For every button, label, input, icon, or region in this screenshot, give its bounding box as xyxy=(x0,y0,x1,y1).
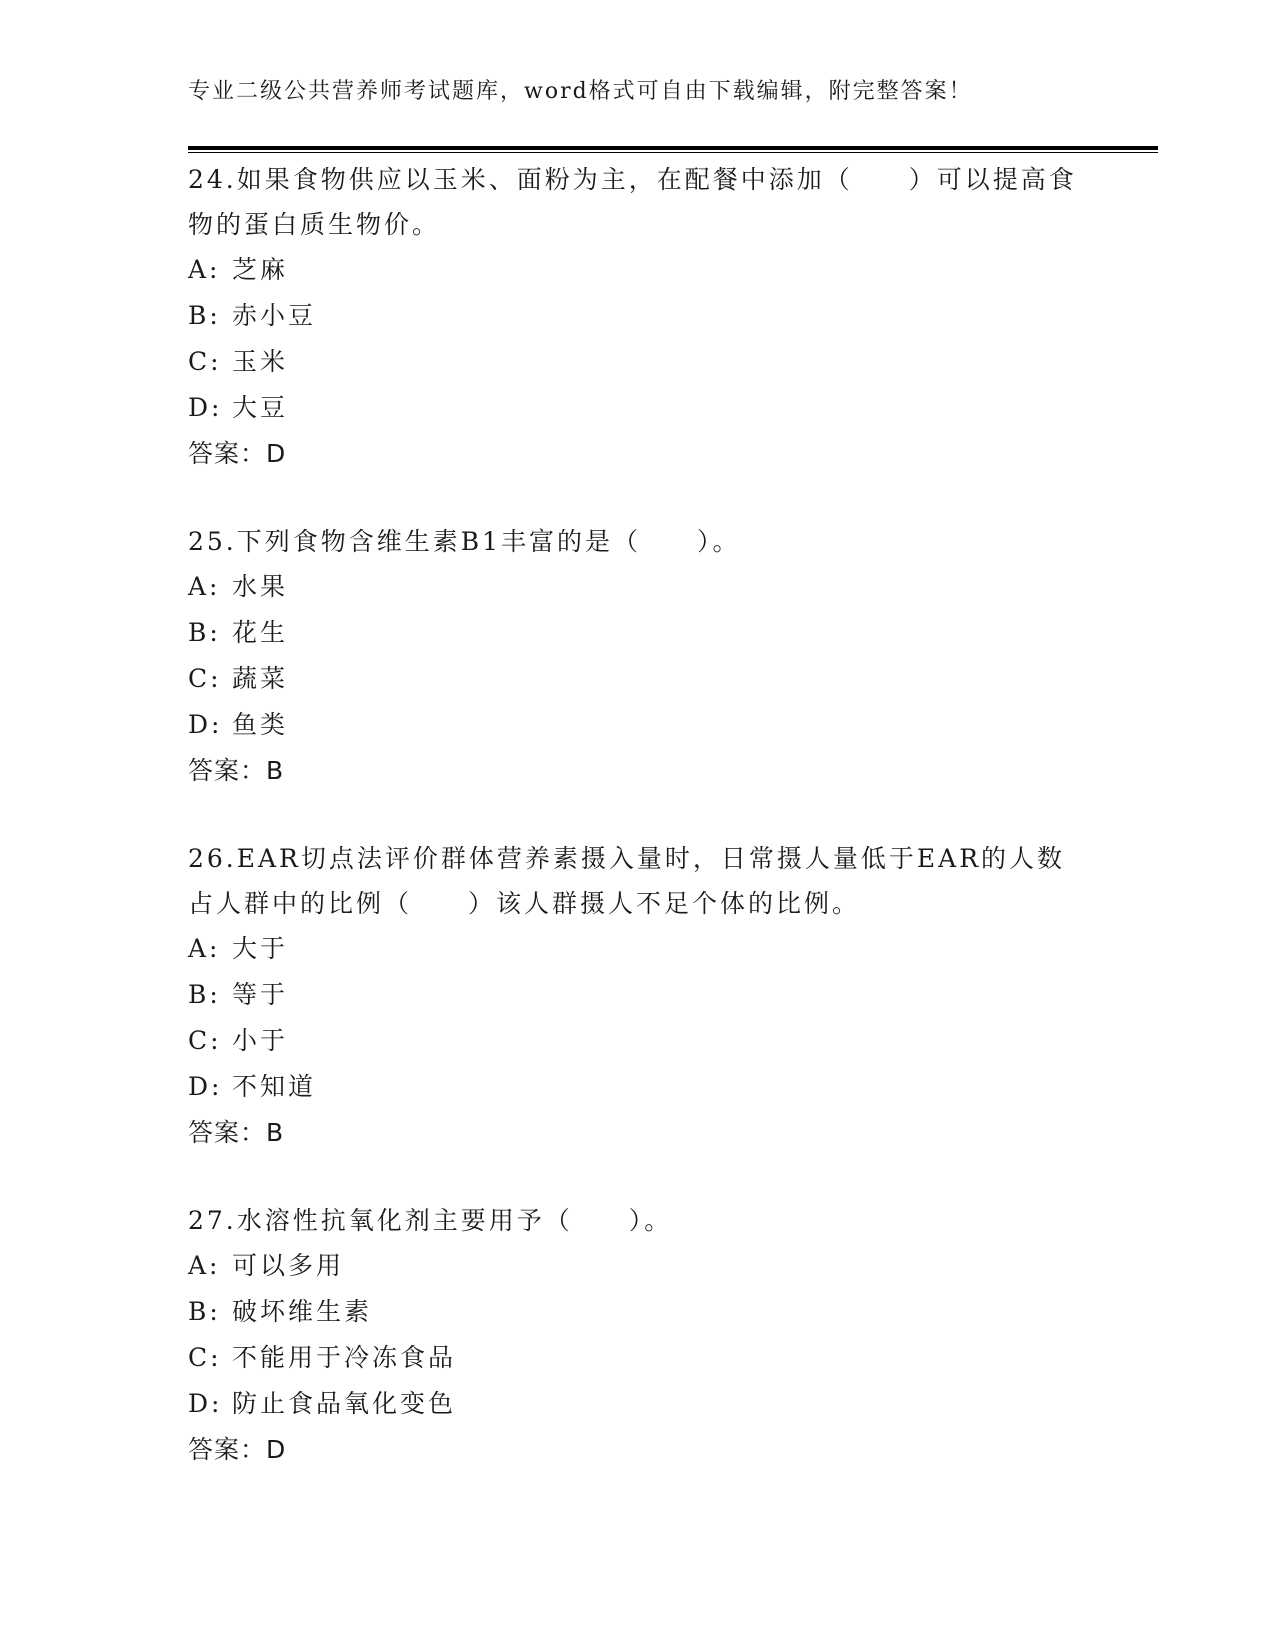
option-letter: A: xyxy=(188,934,221,963)
option-letter: C: xyxy=(188,1343,222,1372)
option-b xyxy=(188,610,1148,656)
question-stem: 26.EAR切点法评价群体营养素摄入量时，日常摄人量低于EAR的人数占人群中的比例（ ）该人群摄人不足个体的比例。 xyxy=(188,844,1066,918)
option-c xyxy=(188,339,1148,385)
option-letter: B: xyxy=(188,618,221,647)
option-letter: D: xyxy=(188,1072,223,1101)
answer-line: 答案：B xyxy=(188,756,285,785)
option-d xyxy=(188,385,1148,431)
option-text: 等于 xyxy=(232,980,289,1009)
option-text: 玉米 xyxy=(232,347,289,376)
option-a xyxy=(188,1243,1148,1289)
page-header: 专业二级公共营养师考试题库，word格式可自由下载编辑，附完整答案！ xyxy=(188,79,973,104)
option-text: 不知道 xyxy=(232,1072,317,1101)
option-letter: D: xyxy=(188,393,223,422)
option-d xyxy=(188,1381,1148,1427)
option-b xyxy=(188,1289,1148,1335)
option-b xyxy=(188,972,1148,1018)
option-letter: D: xyxy=(188,710,223,739)
option-d xyxy=(188,702,1148,748)
option-c xyxy=(188,656,1148,702)
question-list xyxy=(188,157,1148,1515)
answer-line: 答案：D xyxy=(188,1435,287,1464)
option-a xyxy=(188,247,1148,293)
question-24 xyxy=(188,157,1148,477)
question-stem: 27.水溶性抗氧化剂主要用予（ ）。 xyxy=(188,1206,673,1235)
question-26 xyxy=(188,836,1148,1156)
option-text: 水果 xyxy=(232,572,289,601)
option-a xyxy=(188,564,1148,610)
option-text: 破坏维生素 xyxy=(232,1297,373,1326)
option-letter: A: xyxy=(188,1251,221,1280)
option-a xyxy=(188,926,1148,972)
option-letter: B: xyxy=(188,301,221,330)
option-letter: B: xyxy=(188,980,221,1009)
option-letter: B: xyxy=(188,1297,221,1326)
option-c xyxy=(188,1335,1148,1381)
header-rule-thick xyxy=(188,146,1158,150)
option-letter: C: xyxy=(188,347,222,376)
option-text: 芝麻 xyxy=(232,255,289,284)
option-letter: A: xyxy=(188,255,221,284)
option-c xyxy=(188,1018,1148,1064)
answer-line: 答案：D xyxy=(188,439,287,468)
option-letter: D: xyxy=(188,1389,223,1418)
option-text: 可以多用 xyxy=(232,1251,345,1280)
option-text: 大豆 xyxy=(232,393,289,422)
option-text: 防止食品氧化变色 xyxy=(232,1389,457,1418)
option-letter: A: xyxy=(188,572,221,601)
question-stem: 25.下列食物含维生素B1丰富的是（ ）。 xyxy=(188,527,741,556)
option-b xyxy=(188,293,1148,339)
option-letter: C: xyxy=(188,1026,222,1055)
answer-line: 答案：B xyxy=(188,1118,285,1147)
option-text: 蔬菜 xyxy=(232,664,289,693)
option-text: 小于 xyxy=(232,1026,289,1055)
option-text: 赤小豆 xyxy=(232,301,317,330)
option-d xyxy=(188,1064,1148,1110)
option-text: 花生 xyxy=(232,618,289,647)
question-27 xyxy=(188,1198,1148,1473)
option-text: 大于 xyxy=(232,934,289,963)
option-text: 鱼类 xyxy=(232,710,289,739)
question-25 xyxy=(188,519,1148,794)
header-rule-thin xyxy=(188,152,1158,153)
option-text: 不能用于冷冻食品 xyxy=(232,1343,457,1372)
question-stem: 24.如果食物供应以玉米、面粉为主，在配餐中添加（ ）可以提高食物的蛋白质生物价。 xyxy=(188,165,1077,239)
option-letter: C: xyxy=(188,664,222,693)
